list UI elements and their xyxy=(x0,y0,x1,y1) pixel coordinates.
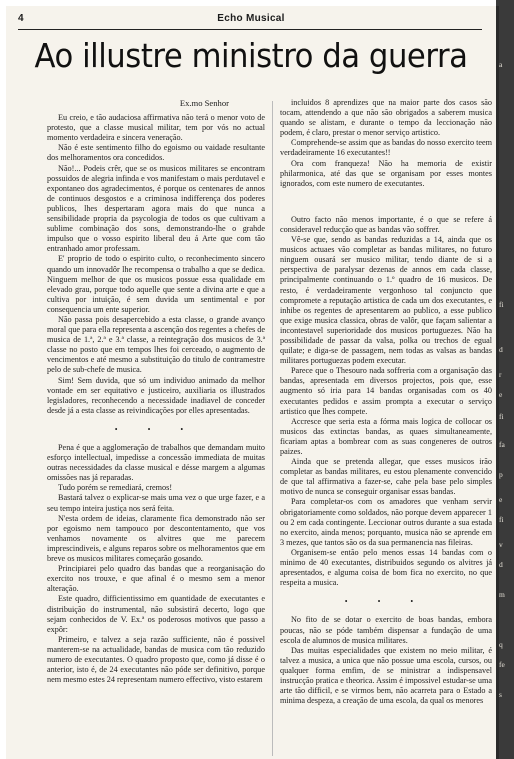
adjacent-page-fragment: e xyxy=(499,495,503,504)
article-paragraph: Este quadro, difficientissimo em quantidade de executantes e distribuição do instrumental, não subsistirá decerto, logo que sejam conhecidos de V. Ex.ª os poderosos motivos que passo a expôr: xyxy=(47,594,265,634)
adjacent-page-fragment: r xyxy=(499,370,502,379)
article-paragraph: Sim! Sem duvida, que só um individuo animado da melhor vontade em ser equitativo e justiceiro, auxiliaria os illustrados legisladores, reconhecendo a necessidade inadiavel de conceder desde já a esta classe as reivindicações por elles apresentadas. xyxy=(47,375,265,415)
adjacent-page-fragment: fe xyxy=(499,660,505,669)
adjacent-page-fragment: v xyxy=(499,540,503,549)
article-paragraph: Ora com franqueza! Não ha memoria de existir philarmonica, até das que se organisam por esses montes ignorados, com este numero de executantes. xyxy=(280,158,492,188)
article-paragraph: Principiarei pelo quadro das bandas que a reorganisação do exercito nos trouxe, e que afinal é o mesmo sem a menor alteração. xyxy=(47,564,265,594)
article-paragraph: Outro facto não menos importante, é o que se refere á consideravel reducção que as bandas vão soffrer. xyxy=(280,214,492,234)
column-divider xyxy=(272,101,273,756)
article-paragraph: No fito de se dotar o exercito de boas bandas, embora poucas, não se póde também dispensar a fundação de uma escola de alumnos de musica militares. xyxy=(280,615,492,645)
article-paragraph: Não passa pois desapercebido a esta classe, o grande avanço moral que para ella representa a ascenção dos regentes a chefes de musica de 1.ª, 2.ª e 3.ª classe, a reintegração dos musicos de 3.ª classe no posto que em tempos lhes foi cerceado, o augmento de vencimentos e até mesmo a substituição do titulo de contramestre pelo de sub-chefe de musica. xyxy=(47,314,265,375)
journal-title: Echo Musical xyxy=(217,13,285,24)
adjacent-page-fragment: fi xyxy=(499,300,504,309)
section-ornament: • • • xyxy=(114,424,198,434)
article-paragraph: Vê-se que, sendo as bandas reduzidas a 14, ainda que os musicos actuaes vão completar as bandas militares, no futuro ninguem ousará ser musico militar, tendo diante de si a perspectiva de paralysar dezenas de annos em cada classe, principalmente continuando o 1.º quadro de 16 musicos. De resto, é verdadeiramente vergonhoso tal conjuncto que compromete a reputação artistica de cada um dos executantes, e inhibe os regentes de apresentarem ao publico, a esse publico que exige musica classica, obras de valôr, que façam salientar a incontestavel superioridade dos musicos portuguezes. Não ha possibilidade de passar da valsa, polka ou trechos de egual quilate; e diga-se de passagem, nem todas as valsas as bandas militares portuguezas podem executar. xyxy=(280,235,492,366)
adjacent-page-fragment: d xyxy=(499,345,503,354)
section-spacer xyxy=(280,189,492,215)
right-column xyxy=(280,98,492,706)
adjacent-page-fragment: q xyxy=(499,640,503,649)
article-paragraph: Não é este sentimento filho do egoismo ou vaidade resultante dos melhoramentos ora concedidos. xyxy=(47,143,265,163)
article-paragraph: Ainda que se pretenda allegar, que esses musicos irão completar as bandas militares, eu estou plenamente convencido de que tal affirmativa a fazer-se, cahe pela base pelo simples motivo de nunca se conseguir organisar essas bandas. xyxy=(280,457,492,497)
article-paragraph: Organisem-se então pelo menos essas 14 bandas com o minimo de 40 executantes, distribuidos segundo os alvitres já apresentados, e alguma coisa de bom fica no exercito, no que respeita a musica. xyxy=(280,547,492,588)
article-paragraph: Parece que o Thesouro nada soffreria com a organisação das bandas, apresentada em diversos projectos, pois que, esse augmento só iria para 14 bandas organisadas com os 40 executantes pedidos e assim prompta a executar o serviço artistico que lhes compete. xyxy=(280,366,492,416)
article-paragraph: Bastará talvez o explicar-se mais uma vez o que urge fazer, e a seu tempo inteira justiça nos será feita. xyxy=(47,493,265,513)
left-column xyxy=(47,98,265,685)
adjacent-page-fragment: fa xyxy=(499,440,505,449)
article-paragraph: incluidos 8 aprendizes que na maior parte dos casos são tocam, attendendo a que não são obrigados a saberem musica quando se alistam, e durante o tempo da leccionação não podem, é claro, prestar o menor serviço artistico. xyxy=(280,98,492,138)
article-paragraph: Tudo porém se remediará, cremos! xyxy=(58,483,173,493)
article-paragraph: Primeiro, e talvez a seja razão sufficiente, não é possivel manterem-se na actualidade, bandas de musica com tão reduzido numero de executantes. O quadro proposto que, como já disse é o anterior, isto é, de 24 executantes não póde ser definitivo, porque nem mesmo estes 24 representam numero effectivo, visto estarem xyxy=(47,634,265,685)
article-paragraph: E' proprio de todo o espirito culto, o reconhecimento sincero quando um innovadôr lhe recompensa o trabalho a que se dedica. Ninguem melhor de que os musicos possue essa qualidade em elevado grau, porque todo aquelle que sente a divina arte e que a cultiva por intuição, é sem duvida um sentimental e por consequencia um ente superior. xyxy=(47,254,265,314)
header-rule xyxy=(18,29,482,30)
adjacent-page-fragment: d xyxy=(499,560,503,569)
salutation: Ex.mo Senhor xyxy=(179,98,229,108)
article-paragraph: Das muitas especialidades que existem no meio militar, é talvez a musica, a unica que não possue uma escola, cursos, ou qualquer forma emfim, de se ministrar a indispensavel instrucção pratica e theorica. Assim é impossivel estudar-se uma arte tão difficil, e se virmos bem, não acarreta para o Estado a minima despeza, a creação de uma escola, da qual os menores xyxy=(280,645,492,706)
adjacent-page-fragment: fi xyxy=(499,412,504,421)
article-paragraph: Pena é que a agglomeração de trabalhos que demandam muito esforço intellectual, impedisse a concessão immediata de muitas outras necessidades da classe musical e désse margem a algumas omissões nas já reparadas. xyxy=(47,443,265,483)
adjacent-page-fragment: a xyxy=(499,60,503,69)
article-paragraph: Para completar-os com os amadores que venham servir obrigatoriamente como soldados, não porque devem apparecer 1 ou 2 em cada contingente. Leccionar outros durante a sua estada no exercito, ainda menos; porquanto, musica não se aprende em 3 mezes, que tantos são os da sua permanencia nas fileiras. xyxy=(280,497,492,547)
section-ornament: • • • xyxy=(344,597,428,607)
adjacent-page-fragment: e xyxy=(499,390,503,399)
newspaper-page xyxy=(6,6,496,759)
article-paragraph: Comprehende-se assim que as bandas do nosso exercito teem verdadeiramente 16 executantes!! xyxy=(280,138,492,158)
adjacent-page-fragment: s xyxy=(499,690,502,699)
adjacent-page-fragment: m xyxy=(499,590,505,599)
article-title: Ao illustre ministro da guerra xyxy=(34,36,468,75)
article-paragraph: N'esta ordem de ideias, claramente fica demonstrado não ser por egoismo nem tampouco por descontentamento, que vos venhamos novamente os alvitres que me parecem imprescindiveis, e alguns reparos sobre os melhoramentos que em breve os musicos militares começarão gosando. xyxy=(47,513,265,564)
article-paragraph: Accresce que seria esta a fórma mais logica de collocar os musicos das extinctas bandas, as quaes simultaneamente, ficariam aptas a bombrear com as suas congeneres de outros paizes. xyxy=(280,416,492,456)
adjacent-page-fragment: fi xyxy=(499,515,504,524)
article-paragraph: Não!... Podeis crêr, que se os musicos militares se encontram possuidos de alegria infinda e vos manifestam o mais perdutavel e expontaneo dos agradecimentos, é porque os centenares de annos de continuos desgostos e a criminosa indifferença dos poderes publicos, lhes despertaram agora mais do que nunca a sensibilidade propria da psycologia de todos os que cultivam a sublime combinação dos sons, demonstrando-lhe o grahde impulso que o vosso espirito liberal deu á Arte que com tão entranhado amor professam. xyxy=(47,163,265,254)
page-number: 4 xyxy=(18,13,24,24)
article-paragraph: Eu creio, e tão audaciosa affirmativa não terá o menor voto de protesto, que a classe musical militar, tem por vós no actual momento verdadeira e sincera veneração. xyxy=(47,113,265,143)
adjacent-page-fragment: p xyxy=(499,470,503,479)
